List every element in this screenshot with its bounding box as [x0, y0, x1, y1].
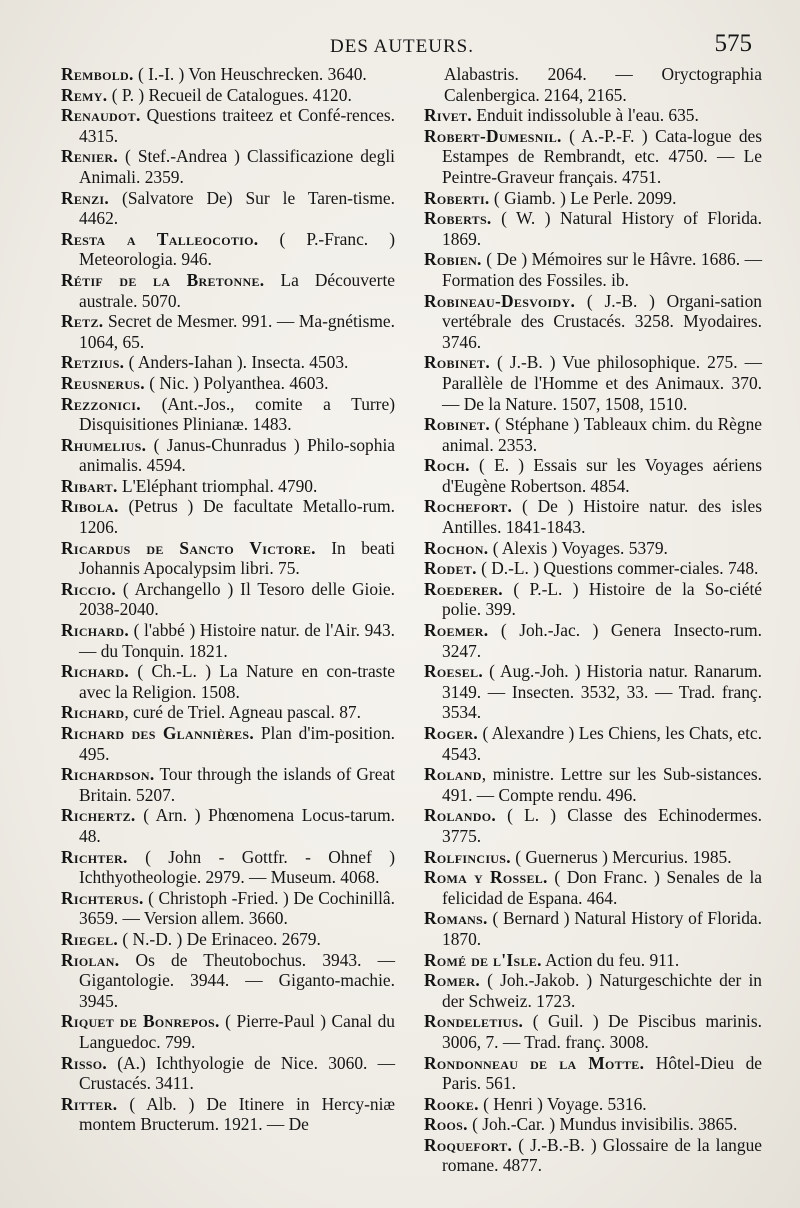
- entry-text: Secret de Mesmer. 991. — Ma-gnétisme. 1064, 65.: [79, 311, 395, 352]
- entry-text: Plan d'im-position. 495.: [79, 723, 396, 764]
- entry-text: ( Christoph -Fried. ) De Cochinillâ. 3659. — Version allem. 3660.: [79, 887, 395, 929]
- author-name: Robien.: [424, 249, 482, 270]
- index-entry: [61, 270, 395, 311]
- author-name: Rodet.: [424, 558, 477, 579]
- entry-text: ( Aug.-Joh. ) Historia natur. Ranarum. 3149. — Insecten. 3532, 33. — Trad. franç. 3534.: [442, 661, 762, 723]
- index-entry: [424, 764, 762, 805]
- index-entry: [61, 146, 395, 187]
- author-name: Ribart.: [61, 475, 118, 496]
- entry-text: (Petrus ) De facultate Metallo-rum. 1206.: [79, 496, 395, 538]
- author-name: Richertz.: [61, 805, 136, 826]
- author-name: Rhumelius.: [61, 434, 147, 455]
- author-name: Robinet.: [424, 352, 490, 373]
- entry-text: ( Anders-Iahan ). Insecta. 4503.: [124, 352, 349, 373]
- entry-text: ( Henri ) Voyage. 5316.: [478, 1093, 647, 1114]
- entry-text: Enduit indissoluble à l'eau. 635.: [472, 105, 699, 126]
- entry-text: ( Joh.-Car. ) Mundus invisibilis. 3865.: [467, 1114, 738, 1135]
- author-name: Richter.: [61, 846, 128, 867]
- entry-text: ( John - Gottfr. - Ohnef ) Ichthyotheologie. 2979. — Museum. 4068.: [79, 846, 395, 888]
- index-entry: [424, 1135, 762, 1176]
- entry-text: ( D.-L. ) Questions commer-ciales. 748.: [476, 558, 759, 579]
- entry-text: ( P. ) Recueil de Catalogues. 4120.: [107, 84, 352, 105]
- entry-text: Tour through the islands of Great Britain. 5207.: [79, 764, 395, 805]
- index-entry: [61, 394, 395, 435]
- entry-text: ( De ) Histoire natur. des isles Antilles. 1841-1843.: [442, 496, 762, 538]
- author-name: Renzi.: [61, 187, 110, 208]
- index-entry: [424, 188, 762, 209]
- index-entry: [424, 950, 762, 971]
- entry-text: (A.) Ichthyologie de Nice. 3060. — Crustacés. 3411.: [79, 1052, 395, 1094]
- author-name: Rezzonici.: [61, 393, 141, 414]
- entry-text: ( J.-B. ) Vue philosophique. 275. — Parallèle de l'Homme et des Animaux. 370. — De la Nature. 1507, 1508, 1510.: [442, 352, 762, 414]
- author-name: Rooke.: [424, 1093, 479, 1114]
- entry-text: ( L. ) Classe des Echinodermes. 3775.: [442, 805, 762, 846]
- entry-text: , ministre. Lettre sur les Sub-sistances. 491. — Compte rendu. 496.: [442, 764, 762, 805]
- index-entry: [424, 291, 762, 353]
- index-entry: [61, 496, 395, 537]
- entry-text: ( Guil. ) De Piscibus marinis. 3006, 7. — Trad. franç. 3008.: [442, 1011, 762, 1052]
- entry-text: ( N.-D. ) De Erinaceo. 2679.: [118, 928, 321, 949]
- author-name: Richard: [61, 702, 125, 723]
- index-entry: [61, 435, 395, 476]
- index-entry: [424, 1094, 762, 1115]
- index-entry: [424, 970, 762, 1011]
- index-entry: [61, 1094, 395, 1135]
- entry-text: Questions traiteez et Confé-rences. 4315.: [79, 105, 395, 146]
- author-name: Ritter.: [61, 1093, 118, 1114]
- index-entry: [61, 1011, 395, 1052]
- index-entry: [61, 229, 395, 270]
- author-name: Roesel.: [424, 661, 484, 682]
- author-name: Ricardus de Sancto Victore.: [61, 537, 316, 558]
- index-entry: [424, 805, 762, 846]
- author-name: Rochon.: [424, 537, 489, 558]
- author-name: Retzius.: [61, 352, 125, 373]
- index-entry: [424, 1011, 762, 1052]
- entry-text: ( Guernerus ) Mercurius. 1985.: [510, 846, 732, 867]
- entry-text: ( Pierre-Paul ) Canal du Languedoc. 799.: [79, 1011, 395, 1052]
- index-entry: [61, 85, 395, 106]
- index-entry: [424, 538, 762, 559]
- index-entry: [61, 661, 395, 702]
- index-entry: [424, 723, 762, 764]
- index-entry: [61, 188, 395, 229]
- entry-text: ( Alb. ) De Itinere in Hercy-niæ montem Bructerum. 1921. — De: [79, 1093, 395, 1135]
- entry-text: ( Alexis ) Voyages. 5379.: [488, 537, 668, 558]
- author-name: Richard.: [61, 661, 129, 682]
- entry-text: ( E. ) Essais sur les Voyages aériens d'Eugène Robertson. 4854.: [442, 455, 762, 496]
- entry-text: ( A.-P.-F. ) Cata-logue des Estampes de Rembrandt, etc. 4750. — Le Peintre-Graveur français. 4751.: [442, 125, 762, 187]
- author-name: Robert-Dumesnil.: [424, 125, 562, 146]
- index-entry: [61, 888, 395, 929]
- entry-text: ( I.-I. ) Von Heuschrecken. 3640.: [133, 64, 367, 84]
- author-name: Richard.: [61, 620, 129, 641]
- entry-text: ( Joh.-Jakob. ) Naturgeschichte der in der Schweiz. 1723.: [442, 970, 762, 1011]
- continued-entry: Alabastris. 2064. — Oryctographia Calenbergica. 2164, 2165.: [444, 64, 762, 105]
- author-name: Roland: [424, 764, 482, 785]
- author-name: Romer.: [424, 970, 481, 991]
- author-name: Riolan.: [61, 949, 120, 970]
- index-entry: [61, 847, 395, 888]
- entry-text: ( P.-Franc. ) Meteorologia. 946.: [79, 228, 395, 270]
- author-name: Robineau-Desvoidy.: [424, 290, 576, 311]
- entry-text: ( Stef.-Andrea ) Classificazione degli Animali. 2359.: [79, 146, 395, 187]
- author-name: Richard des Glannières.: [61, 723, 255, 743]
- index-entry: [61, 620, 395, 661]
- entry-text: ( J.-B.-B. ) Glossaire de la langue romane. 4877.: [442, 1134, 762, 1176]
- left-column: [61, 64, 395, 1135]
- author-name: Resta a Talleocotio.: [61, 228, 259, 249]
- author-name: Rolfincius.: [424, 846, 511, 867]
- index-entry: [424, 847, 762, 868]
- author-name: Reusnerus.: [61, 372, 145, 393]
- entry-text: ( Nic. ) Polyanthea. 4603.: [144, 372, 329, 393]
- entry-text: ( Giamb. ) Le Perle. 2099.: [489, 187, 677, 208]
- index-entry: [61, 105, 395, 146]
- entry-text: ( Arn. ) Phœnomena Locus-tarum. 48.: [79, 805, 395, 846]
- entry-text: ( P.-L. ) Histoire de la So-ciété polie. 399.: [442, 578, 762, 620]
- author-name: Roberts.: [424, 208, 492, 229]
- index-entry: [61, 950, 395, 1012]
- index-entry: [424, 579, 762, 620]
- entry-text: Action du feu. 911.: [541, 949, 680, 970]
- entry-text: ( Archangello ) Il Tesoro delle Gioie. 2038-2040.: [79, 578, 395, 620]
- author-name: Roquefort.: [424, 1134, 513, 1155]
- index-entry: [424, 352, 762, 414]
- author-name: Risso.: [61, 1052, 108, 1073]
- index-entry: [424, 414, 762, 455]
- index-entry: [424, 455, 762, 496]
- author-name: Roos.: [424, 1114, 468, 1135]
- entry-text: L'Eléphant triomphal. 4790.: [117, 475, 318, 496]
- author-name: Rochefort.: [424, 496, 513, 517]
- index-entry: [424, 558, 762, 579]
- entry-text: ( Don Franc. ) Senales de la felicidad de Espana. 464.: [442, 867, 762, 908]
- author-name: Roberti.: [424, 187, 490, 208]
- index-entry: [61, 579, 395, 620]
- index-entry: [424, 105, 762, 126]
- author-name: Roederer.: [424, 578, 503, 599]
- index-entry: [424, 908, 762, 949]
- index-entry: [61, 64, 395, 85]
- index-entry: [61, 311, 395, 352]
- author-name: Rivet.: [424, 105, 473, 126]
- entry-text: (Salvatore De) Sur le Taren-tisme. 4462.: [79, 187, 395, 229]
- author-name: Roger.: [424, 723, 479, 743]
- entry-text: (Ant.-Jos., comite a Turre) Disquisitiones Plinianæ. 1483.: [79, 393, 395, 435]
- index-entry: [424, 249, 762, 290]
- index-entry: [61, 805, 395, 846]
- author-name: Retz.: [61, 311, 104, 332]
- author-name: Roma y Rossel.: [424, 867, 548, 888]
- entry-text: ( l'abbé ) Histoire natur. de l'Air. 943. — du Tonquin. 1821.: [79, 620, 395, 661]
- index-entry: [61, 929, 395, 950]
- index-entry: [61, 373, 395, 394]
- index-entry: [61, 764, 395, 805]
- index-entry: [61, 723, 395, 764]
- index-entry: [61, 702, 395, 723]
- index-entry: [424, 661, 762, 723]
- index-entry: [61, 538, 395, 579]
- entry-text: ( De ) Mémoires sur le Hâvre. 1686. — Formation des Fossiles. ib.: [442, 249, 762, 290]
- page-header: [60, 30, 760, 66]
- author-name: Remy.: [61, 84, 108, 105]
- entry-text: ( J.-B. ) Organi-sation vertébrale des Crustacés. 3258. Myodaires. 3746.: [442, 290, 762, 352]
- author-name: Romé de l'Isle.: [424, 949, 542, 970]
- index-entry: [424, 126, 762, 188]
- author-name: Roemer.: [424, 620, 489, 641]
- entry-text: ( Joh.-Jac. ) Genera Insecto-rum. 3247.: [442, 620, 762, 661]
- index-entry: [61, 476, 395, 497]
- entry-text: ( Ch.-L. ) La Nature en con-traste avec la Religion. 1508.: [79, 661, 395, 702]
- page-number: 575: [714, 30, 752, 57]
- author-name: Richardson.: [61, 764, 155, 785]
- running-head: DES AUTEURS.: [330, 36, 474, 57]
- author-name: Riegel.: [61, 928, 119, 949]
- entry-text: ( Bernard ) Natural History of Florida. 1870.: [442, 908, 762, 949]
- index-entry: [424, 1114, 762, 1135]
- author-name: Renier.: [61, 146, 119, 167]
- entry-text: , curé de Triel. Agneau pascal. 87.: [124, 702, 361, 723]
- author-name: Richterus.: [61, 887, 144, 908]
- index-entry: [61, 1053, 395, 1094]
- author-name: Rondeletius.: [424, 1011, 524, 1032]
- entry-text: Os de Theutobochus. 3943. — Gigantologie. 3944. — Giganto-machie. 3945.: [79, 949, 395, 1011]
- author-name: Roch.: [424, 455, 470, 476]
- author-name: Rondonneau de la Motte.: [424, 1052, 645, 1073]
- index-entry: [61, 352, 395, 373]
- entry-text: ( Stéphane ) Tableaux chim. du Règne animal. 2353.: [442, 414, 762, 455]
- entry-text: Hôtel-Dieu de Paris. 561.: [442, 1052, 763, 1094]
- entry-text: ( W. ) Natural History of Florida. 1869.: [442, 208, 762, 249]
- entry-text: In beati Johannis Apocalypsim libri. 75.: [79, 537, 395, 579]
- index-entry: [424, 620, 762, 661]
- author-name: Riccio.: [61, 578, 117, 599]
- index-entry: [424, 208, 762, 249]
- author-name: Renaudot.: [61, 105, 141, 126]
- entry-text: ( Alexandre ) Les Chiens, les Chats, etc. 4543.: [442, 723, 762, 764]
- author-name: Rétif de la Bretonne.: [61, 269, 265, 290]
- right-column: [424, 64, 762, 1176]
- author-name: Robinet.: [424, 414, 490, 435]
- index-entry: [424, 1053, 762, 1094]
- author-name: Romans.: [424, 908, 488, 929]
- author-name: Rembold.: [61, 64, 134, 84]
- author-name: Riquet de Bonrepos.: [61, 1011, 220, 1032]
- index-entry: [424, 867, 762, 908]
- author-name: Ribola.: [61, 496, 119, 517]
- index-entry: [424, 496, 762, 537]
- entry-text: La Découverte australe. 5070.: [79, 269, 395, 311]
- author-name: Rolando.: [424, 805, 496, 826]
- entry-text: ( Janus-Chunradus ) Philo-sophia animalis. 4594.: [79, 434, 395, 476]
